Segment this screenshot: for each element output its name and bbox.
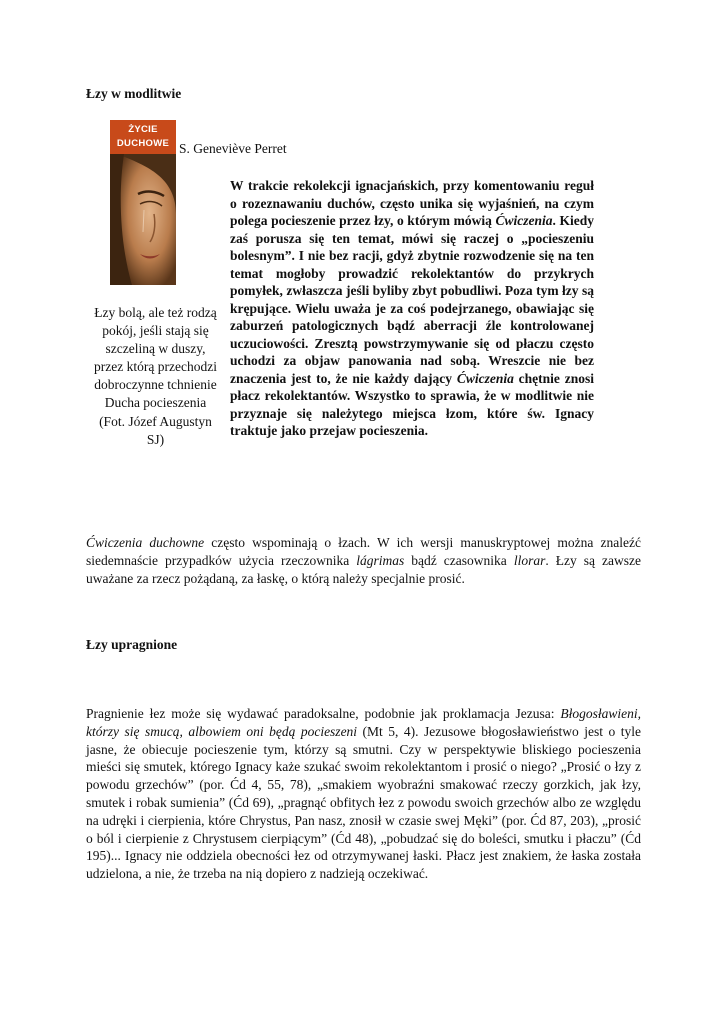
- p2-text-2: (Mt 5, 4). Jezusowe błogosławieństwo jest o tyle jasne, że obiecuje pocieszenie tym, którzy są smutni. Czy w perspektywie bliskiego pocieszenia mieści się smutek, którego Ignacy każe szukać swoim rekolektantom i prosić o niego? „Prosić o łzy z powodu grzechów” (por. Ćd 4, 55, 78), „smakiem wyobraźni smakować rzeczy gorzkich, jak łzy, smutek i robak sumienia” (Ćd 69), „pragnąć obfitych łez z powodu swoich grzechów albo ze względu na udręki i cierpienia, które Chrystus, Pan nasz, znosił w czasie swej Męki” (por. Ćd 87, 203), „prosić o ból i cierpienie z Chrystusem cierpiącym” (Ćd 48), „pobudzać się do boleści, smutku i płaczu” (Ćd 195)... Ignacy nie oddziela obecności łez od otrzymywanej łaski. Płacz jest znakiem, że łaska została udzielona, a nie, że trzeba na nią dopiero z nadzieją oczekiwać.: [86, 723, 641, 882]
- lead-text-2: . Kiedy zaś porusza się ten temat, mówi się raczej o „pocieszeniu bolesnym”. I nie bez racji, gdyż zbytnie rozwodzenie się na ten temat mogłoby prowadzić rekolektantów do przykrych pomyłek, zwłaszcza jeśli byliby zbyt pobudliwi. Poza tym łzy są krępujące. Wielu uważa je za coś podejrzanego, obawiając się zaburzeń patologicznych bądź aberracji źle kontrolowanej uczuciowości. Zresztą powstrzymywanie się od płaczu często uchodzi za objaw panowania nad sobą. Wreszcie nie bez znaczenia jest to, że nie każdy dający: [230, 213, 594, 386]
- article-author: S. Geneviève Perret: [179, 141, 287, 156]
- p2-text-1: Pragnienie łez może się wydawać paradoksalne, podobnie jak proklamacja Jezusa:: [86, 706, 561, 721]
- section-title-desired: Łzy upragnione: [86, 637, 178, 652]
- p1-text-1: często wspominają o łzach. W ich wersji manuskryptowej można znaleźć siedemnaście przypadków użycia rzeczownika: [86, 535, 641, 568]
- p1-text-3: . Łzy są zawsze uważane za rzecz pożądaną, za łaskę, o którą należy specjalnie prosić.: [86, 552, 641, 586]
- p1-italic-1: Ćwiczenia duchowne: [86, 535, 205, 550]
- lead-paragraph: [230, 177, 594, 440]
- cover-masthead-line2: DUCHOWE: [116, 138, 170, 149]
- p1-italic-2: lágrimas: [356, 552, 405, 568]
- magazine-cover-image: [110, 120, 176, 285]
- lead-italic-1: Ćwiczenia: [495, 213, 553, 228]
- madonna-face-illustration: [110, 154, 176, 285]
- body-paragraph-1: [86, 534, 641, 587]
- lead-text-3: chętnie znosi płacz rekolektantów. Wszystko to sprawia, że w modlitwie nie przyznaje się należytego miejsca łzom, które św. Ignacy traktuje jako przejaw pocieszenia.: [230, 370, 594, 438]
- p1-text-2: bądź czasownika: [404, 552, 514, 568]
- p2-italic-1: Błogosławieni, którzy się smucą, albowiem oni będą pocieszeni: [86, 706, 641, 739]
- p1-italic-3: llorar: [513, 552, 546, 568]
- lead-italic-2: Ćwiczenia: [456, 370, 514, 386]
- section-title-prayer: Łzy w modlitwie: [86, 86, 182, 101]
- image-caption: Łzy bolą, ale też rodzą pokój, jeśli stają się szczeliną w duszy, przez którą przechodzi dobroczynne tchnienie Ducha pocieszenia (Fot. Józef Augustyn SJ): [94, 305, 217, 447]
- cover-masthead-line1: ŻYCIE: [128, 124, 158, 135]
- cover-masthead: [110, 120, 176, 154]
- lead-text-1: W trakcie rekolekcji ignacjańskich, przy komentowaniu reguł o rozeznawaniu duchów, często unika się wyjaśnień, na czym polega pocieszenie przez łzy, o którym mówią: [230, 178, 594, 228]
- body-paragraph-2: [86, 705, 641, 883]
